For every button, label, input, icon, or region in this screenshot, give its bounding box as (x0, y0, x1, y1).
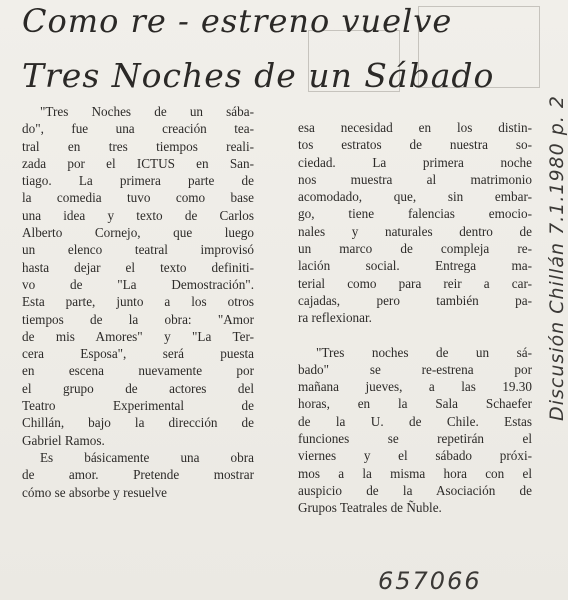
article-line: viernes y el sábado próxi- (298, 448, 532, 464)
article-line: tral en tres tiempos reali- (22, 138, 254, 154)
article-line: Esta parte, junto a los otros (22, 294, 254, 310)
article-line: Teatro Experimental de (22, 398, 254, 414)
article-line: ciedad. La primera noche (298, 154, 532, 170)
article-line: cajadas, pero también pa- (298, 292, 532, 308)
article-line: de mis Amores" y "La Ter- (22, 328, 254, 344)
article-line: funciones se repetirán el (298, 431, 532, 447)
article-line: Es básicamente una obra (40, 449, 254, 465)
article-line: terial como para reir a car- (298, 275, 532, 291)
headline-line-1: Como re - estreno vuelve (22, 2, 453, 40)
article-line: do", fue una creación tea- (22, 121, 254, 137)
article-line: tiempos de la obra: "Amor (22, 311, 254, 327)
article-line: la comedia tuvo como base (22, 190, 254, 206)
article-line: "Tres noches de un sá- (316, 344, 532, 360)
article-line: Grupos Teatrales de Ñuble. (298, 500, 442, 516)
article-line: "Tres Noches de un sába- (40, 104, 254, 119)
article-line: ra reflexionar. (298, 310, 372, 326)
article-line: mos a la misma hora con el (298, 465, 532, 481)
handwritten-archive-number: 657066 (378, 567, 482, 595)
article-line: de la U. de Chile. Estas (298, 413, 532, 429)
article-line: tiago. La primera parte de (22, 173, 254, 189)
article-line: cómo se absorbe y resuelve (22, 484, 168, 500)
article-line: Alberto Cornejo, que luego (22, 225, 254, 241)
article-column-right (298, 119, 532, 517)
article-line: Gabriel Ramos. (22, 432, 105, 448)
headline-line-2: Tres Noches de un Sábado (22, 56, 495, 95)
article-line: cera Esposa", será puesta (22, 346, 254, 362)
article-line: go, tiene falencias emocio- (298, 206, 532, 222)
paragraph-gap (298, 327, 532, 344)
article-line: esa necesidad en los distin- (298, 120, 532, 135)
article-line: nales y naturales dentro de (298, 223, 532, 239)
article-line: Chillán, bajo la dirección de (22, 415, 254, 431)
article-line: mañana jueves, a las 19.30 (298, 379, 532, 395)
article-line: de amor. Pretende mostrar (22, 467, 254, 483)
article-line: horas, en la Sala Schaefer (298, 396, 532, 412)
article-line: hasta dejar el texto definiti- (22, 259, 254, 275)
article-line: lación social. Entrega ma- (298, 258, 532, 274)
article-line: un elenco teatral improvisó (22, 242, 254, 258)
article-column-left (22, 103, 254, 501)
article-line: acomodado, que, sin embar- (298, 189, 532, 205)
article-line: en escena nuevamente por (22, 363, 254, 379)
article-line: zada por el ICTUS en San- (22, 155, 254, 171)
article-line: tos estratos de nuestra so- (298, 137, 532, 153)
article-line: el grupo de actores del (22, 380, 254, 396)
article-line: un marco de compleja re- (298, 241, 532, 257)
article-line: vo de "La Demostración". (22, 276, 254, 292)
article-line: nos muestra al matrimonio (298, 171, 532, 187)
handwritten-source-note: Discusión Chillán 7.1.1980 p. 2 (546, 95, 568, 421)
article-line: bado" se re-estrena por (298, 361, 532, 377)
article-line: una idea y texto de Carlos (22, 207, 254, 223)
article-line: auspicio de la Asociación de (298, 482, 532, 498)
